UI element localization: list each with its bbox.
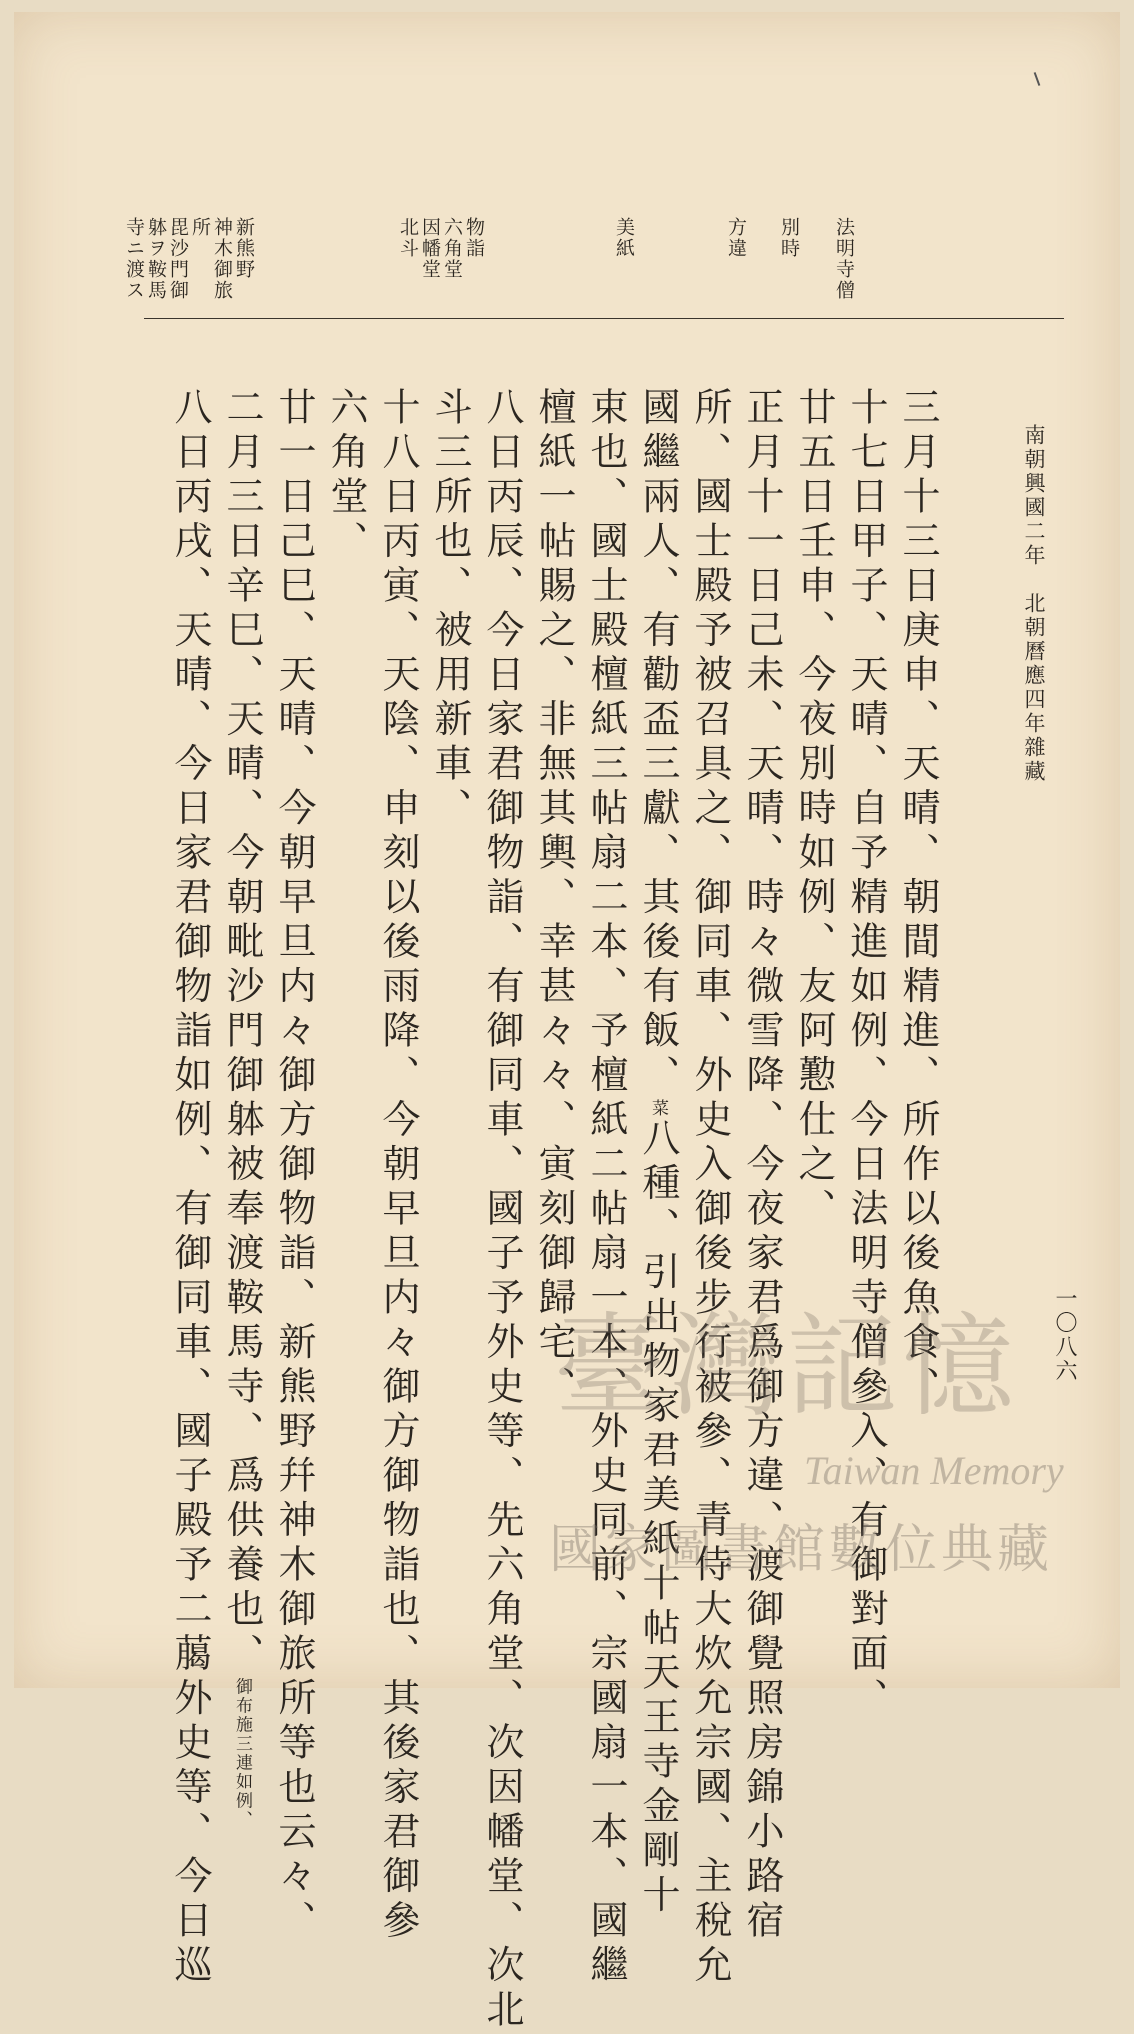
text-column: 束也、國士殿檀紙三帖扇二本、予檀紙二帖扇一本、外史同前、宗國扇一本、國繼 [584, 387, 628, 1989]
page-number: 一〇八六 [1052, 1287, 1077, 1383]
watermark-logo: 臺灣記憶 [554, 1302, 1018, 1432]
margin-note: 新熊野 [233, 217, 255, 280]
margin-note: 神木御旅 [211, 217, 233, 301]
text-column: 六角堂、 [324, 387, 368, 565]
document-page [14, 12, 1120, 2034]
inline-note: 御布施三連如例、 [232, 1677, 252, 1830]
text-column: 檀紙一帖賜之、非無其輿、幸甚々々、寅刻御歸宅、 [532, 387, 576, 1411]
margin-note: 所 [189, 217, 211, 238]
horizontal-rule [144, 318, 1064, 319]
text-column: 三月十三日庚申、天晴、朝間精進、所作以後魚食、 [896, 387, 940, 1411]
margin-note: 躰ヲ鞍馬 [145, 217, 167, 301]
margin-note: 方違 [725, 217, 747, 259]
watermark-chinese: 國家圖書館數位典藏 [549, 1521, 1054, 1579]
column-text: 二月三日辛巳、天晴、今朝毗沙門御躰被奉渡鞍馬寺、爲供養也、 [220, 387, 264, 1678]
text-column: 正月十一日己未、天晴、時々微雪降、今夜家君爲御方違、渡御覺照房錦小路宿 [740, 387, 784, 1945]
corner-mark [1034, 72, 1041, 86]
text-column: 八日丙辰、今日家君御物詣、有御同車、國子予外史等、先六角堂、次因幡堂、次北 [480, 387, 524, 2034]
column-text: 國繼兩人、有勸盃三獻、其後有飯、 [636, 387, 680, 1099]
margin-note: 北斗 [397, 217, 419, 259]
margin-note: 六角堂 [441, 217, 463, 280]
text-column [218, 387, 262, 1830]
margin-note: 寺ニ渡ス [123, 217, 145, 301]
text-column: 所、國士殿予被召具之、御同車、外史入御後步行被參、青侍大炊允宗國、主稅允 [688, 387, 732, 1989]
running-header: 南朝興國二年 北朝曆應四年雜藏 [1022, 424, 1046, 784]
margin-note: 因幡堂 [419, 217, 441, 280]
text-column: 廿一日己巳、天晴、今朝早旦内々御方御物詣、新熊野幷神木御旅所等也云々、 [272, 387, 316, 1945]
inline-note: 菜 [648, 1099, 668, 1118]
text-column [634, 387, 678, 1919]
margin-note: 毘沙門御 [167, 217, 189, 301]
text-column: 十八日丙寅、天陰、申刻以後雨降、今朝早旦内々御方御物詣也、其後家君御參 [376, 387, 420, 1945]
text-column: 斗三所也、被用新車、 [428, 387, 472, 832]
margin-note: 物詣 [463, 217, 485, 259]
text-column: 廿五日壬申、今夜別時如例、友阿懃仕之、 [792, 387, 836, 1233]
margin-note: 美紙 [613, 217, 635, 259]
text-column: 十七日甲子、天晴、自予精進如例、今日法明寺僧參入、有御對面、 [844, 387, 888, 1722]
text-column: 八日丙戌、天晴、今日家君御物詣如例、有御同車、國子殿予二﨟外史等、今日巡 [168, 387, 212, 1989]
margin-note: 別時 [778, 217, 800, 259]
column-text: 八種、引出物家君美紙十帖天王寺金剛十 [636, 1118, 680, 1919]
margin-note: 法明寺僧 [833, 217, 855, 301]
watermark-english: Taiwan Memory [804, 1448, 1064, 1493]
